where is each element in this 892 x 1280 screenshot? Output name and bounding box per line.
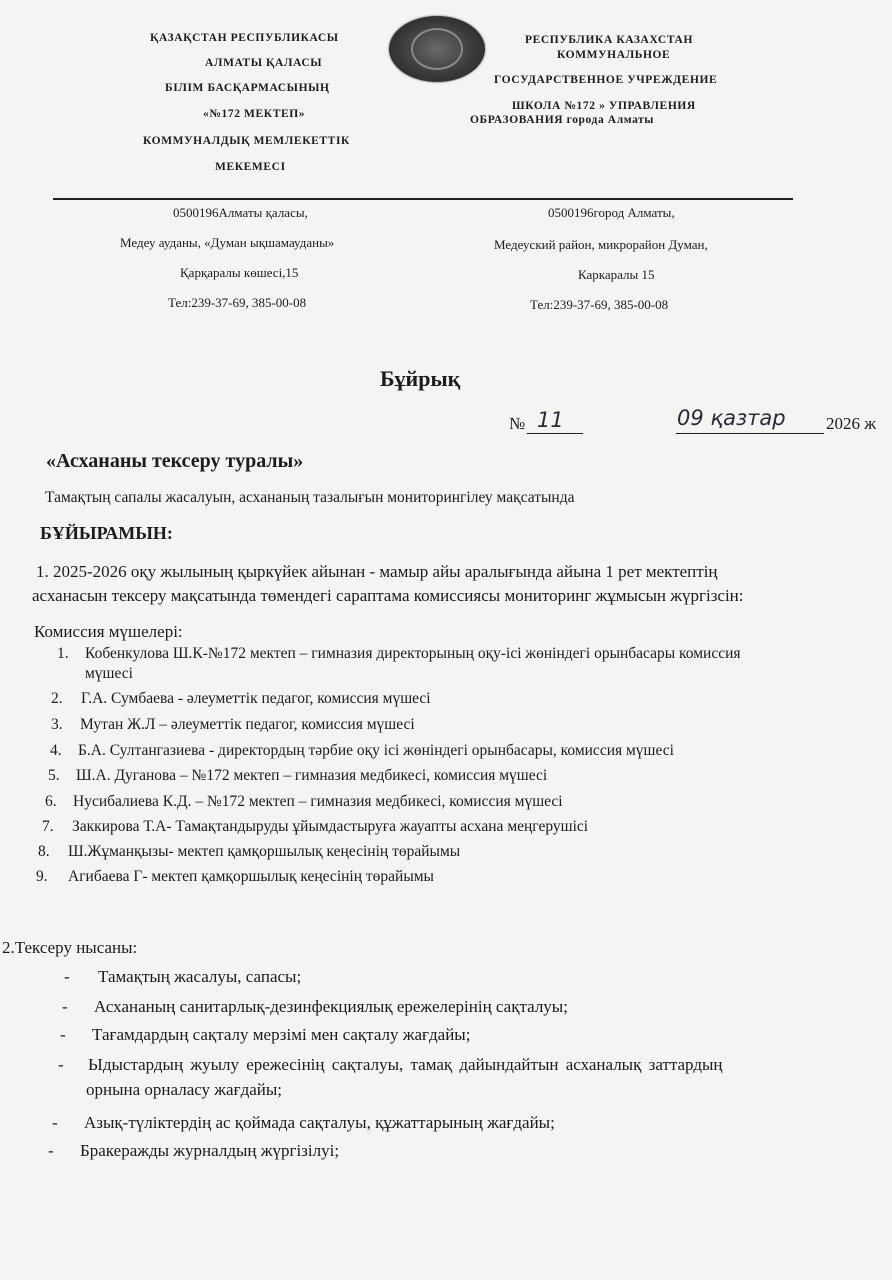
member-item: Нусибалиева К.Д. – №172 мектеп – гимназия медбикесі, комиссия мүшесі [73,793,563,810]
paragraph-1-line: 1. 2025-2026 оқу жылының қыркүйек айынан - мамыр айы аралығында айына 1 рет мектептің [36,562,718,581]
object-item: Асхананың санитарлық-дезинфекциялық ережелерінің сақталуы; [94,997,568,1016]
kz-header-line: АЛМАТЫ ҚАЛАСЫ [205,57,323,69]
member-number: 4. [50,742,62,759]
kz-address-line: Медеу ауданы, «Думан ықшамауданы» [120,235,335,250]
object-item: Бракеражды журналдың жүргізілуі; [80,1141,340,1160]
member-item-continued: мүшесі [85,665,133,682]
object-item: Тағамдардың сақталу мерзімі мен сақталу жағдайы; [92,1025,471,1044]
kz-header-line: ҚАЗАҚСТАН РЕСПУБЛИКАСЫ [150,32,339,44]
members-heading: Комиссия мүшелері: [34,622,183,641]
order-subject: «Асхананы тексеру туралы» [46,450,304,472]
state-emblem-icon [389,16,485,82]
header-divider [53,198,793,200]
member-number: 1. [57,645,69,662]
ru-address-line: 0500196город Алматы, [548,205,675,220]
order-purpose: Тамақтың сапалы жасалуын, асхананың тазалығын мониторингілеу мақсатында [45,489,575,506]
object-bullet: - [58,1055,64,1074]
object-bullet: - [62,997,68,1016]
member-item: Кобенкулова Ш.К-№172 мектеп – гимназия директорының оқу-ісі жөніндегі орынбасары комиссия [85,645,741,662]
member-number: 5. [48,767,60,784]
member-item: Агибаева Г- мектеп қамқоршылық кеңесінің төрайымы [68,868,434,885]
member-number: 2. [51,690,63,707]
member-item: Б.А. Султангазиева - директордың тәрбие оқу ісі жөніндегі орынбасары, комиссия мүшесі [78,742,674,759]
ru-address-line: Медеуский район, микрорайон Думан, [494,237,708,252]
ru-header-line: ОБРАЗОВАНИЯ города Алматы [470,114,654,126]
object-item: Азық-түліктердің ас қоймада сақталуы, құжаттарының жағдайы; [84,1113,555,1132]
member-item: Ш.А. Дуганова – №172 мектеп – гимназия медбикесі, комиссия мүшесі [76,767,548,784]
ru-header-line: ГОСУДАРСТВЕННОЕ УЧРЕЖДЕНИЕ [494,74,718,86]
member-item: Ш.Жұманқызы- мектеп қамқоршылық кеңесінің төрайымы [68,843,461,860]
object-bullet: - [52,1113,58,1132]
object-item: Тамақтың жасалуы, сапасы; [98,967,302,986]
member-number: 7. [42,818,54,835]
order-number-underline [527,433,583,434]
object-item: Ыдыстардың жуылу ережесінің сақталуы, тамақ дайындайтын асханалық заттардың [88,1055,723,1074]
object-bullet: - [64,967,70,986]
paragraph-2-heading: 2.Тексеру нысаны: [2,938,138,957]
order-title: Бұйрық [380,366,461,391]
kz-address-line: Қарқаралы көшесі,15 [180,265,299,280]
member-number: 6. [45,793,57,810]
kz-address-line: Тел:239-37-69, 385-00-08 [168,295,307,310]
member-number: 8. [38,843,50,860]
ru-header-line: КОММУНАЛЬНОЕ [557,49,671,61]
object-item-continued: орнына орналасу жағдайы; [86,1080,283,1099]
member-item: Г.А. Сумбаева - әлеуметтік педагог, комиссия мүшесі [81,690,431,707]
order-date-underline [676,433,824,434]
kz-address-line: 0500196Алматы қаласы, [173,205,308,220]
kz-header-line: МЕКЕМЕСІ [215,161,286,173]
order-number-label: № [509,414,526,433]
order-command: БҰЙЫРАМЫН: [40,523,173,543]
ru-address-line: Тел:239-37-69, 385-00-08 [530,297,669,312]
object-bullet: - [60,1025,66,1044]
member-number: 9. [36,868,48,885]
order-date-value: 09 қазтар [677,406,786,430]
order-year: 2026 ж [826,414,876,433]
member-number: 3. [51,716,63,733]
kz-header-line: БІЛІМ БАСҚАРМАСЫНЫҢ [165,82,330,94]
ru-address-line: Каркаралы 15 [578,267,655,282]
paragraph-1-line: асханасын тексеру мақсатында төмендегі сараптама комиссиясы мониторинг жұмысын жүргізсін: [32,586,744,605]
kz-header-line: КОММУНАЛДЫҚ МЕМЛЕКЕТТІК [143,135,350,147]
order-number-value: 11 [537,408,564,432]
object-bullet: - [48,1141,54,1160]
member-item: Мутан Ж.Л – әлеуметтік педагог, комиссия мүшесі [80,716,415,733]
ru-header-line: РЕСПУБЛИКА КАЗАХСТАН [525,34,693,46]
ru-header-line: ШКОЛА №172 » УПРАВЛЕНИЯ [512,100,696,112]
kz-header-line: «№172 МЕКТЕП» [203,108,306,120]
member-item: Заккирова Т.А- Тамақтандыруды ұйымдастыруға жауапты асхана меңгерушісі [72,818,589,835]
